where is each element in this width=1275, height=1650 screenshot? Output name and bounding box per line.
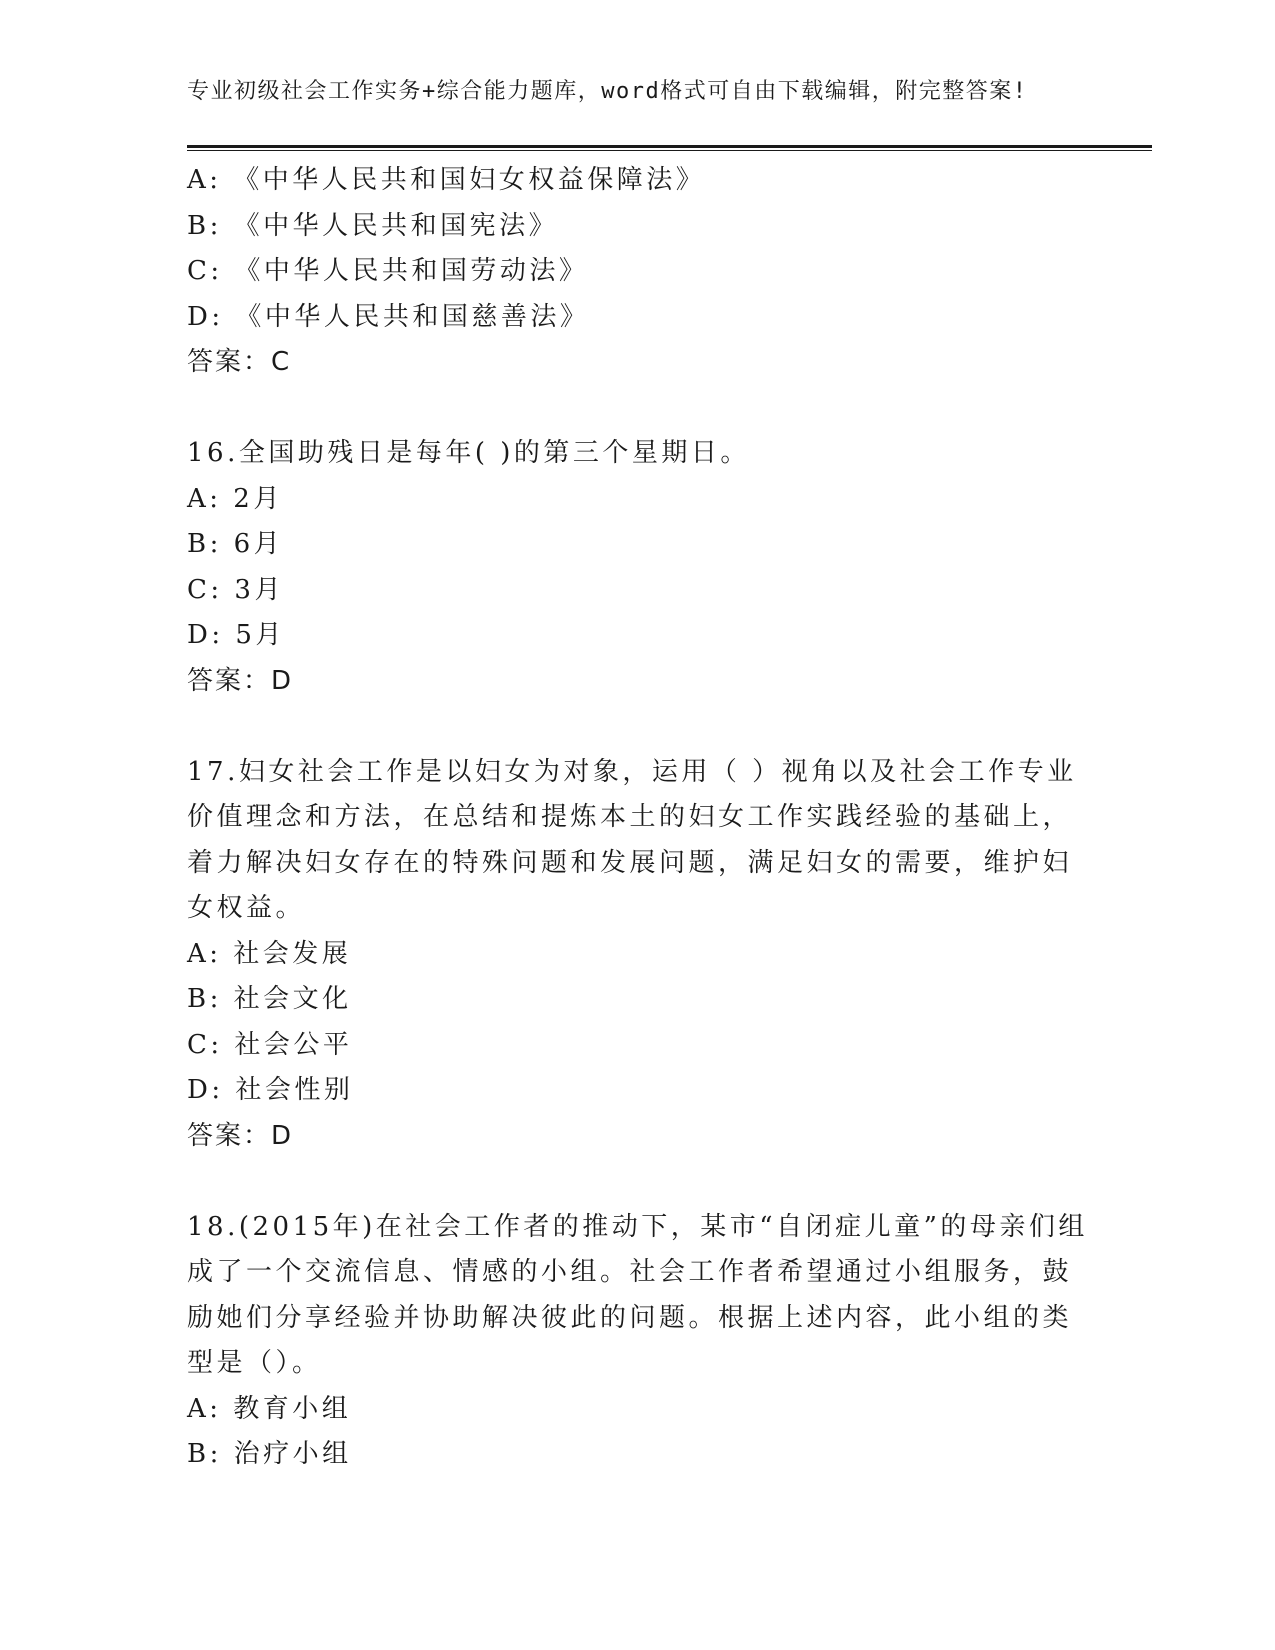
option-d: D: 社会性别 [187,1075,354,1105]
question-stem: 成了一个交流信息、情感的小组。社会工作者希望通过小组服务，鼓 [187,1257,1073,1287]
answer: 答案：C [187,347,292,377]
answer: 答案：D [187,665,294,696]
option-c: C: 社会公平 [187,1029,353,1060]
option-d: D: 《中华人民共和国慈善法》 [187,301,590,332]
question-content [187,158,1087,1478]
question-17 [187,750,1087,1160]
header-rule-thin [187,150,1152,151]
spacer [187,704,1087,750]
question-stem: 女权益。 [187,893,306,923]
header-rule [187,145,1152,148]
option-a: A: 2月 [187,483,283,514]
option-a: A: 教育小组 [187,1393,352,1424]
option-b: B: 社会文化 [187,984,352,1014]
question-stem: 励她们分享经验并协助解决彼此的问题。根据上述内容，此小组的类 [187,1302,1073,1333]
option-c: C: 《中华人民共和国劳动法》 [187,256,589,286]
option-b: B: 治疗小组 [187,1439,352,1469]
option-b: B: 6月 [187,529,284,559]
option-a: A: 《中华人民共和国妇女权益保障法》 [187,165,706,195]
question-stem: 价值理念和方法，在总结和提炼本土的妇女工作实践经验的基础上， [187,802,1073,832]
question-15 [187,158,1087,386]
answer: 答案：D [187,1120,294,1151]
question-16 [187,431,1087,704]
question-stem: 型是（）。 [187,1348,322,1378]
spacer [187,386,1087,432]
page-header: 专业初级社会工作实务+综合能力题库，word格式可自由下载编辑，附完整答案! [187,79,1028,104]
option-c: C: 3月 [187,574,284,605]
question-stem: 17.妇女社会工作是以妇女为对象，运用（ ）视角以及社会工作专业 [187,756,1077,787]
question-stem: 16.全国助残日是每年( )的第三个星期日。 [187,438,750,468]
option-b: B: 《中华人民共和国宪法》 [187,210,559,241]
spacer [187,1159,1087,1205]
question-stem: 着力解决妇女存在的特殊问题和发展问题，满足妇女的需要，维护妇 [187,847,1073,878]
question-18 [187,1205,1087,1478]
option-a: A: 社会发展 [187,938,352,969]
question-stem: 18.(2015年)在社会工作者的推动下，某市“自闭症儿童”的母亲们组 [187,1211,1088,1242]
option-d: D: 5月 [187,620,285,650]
